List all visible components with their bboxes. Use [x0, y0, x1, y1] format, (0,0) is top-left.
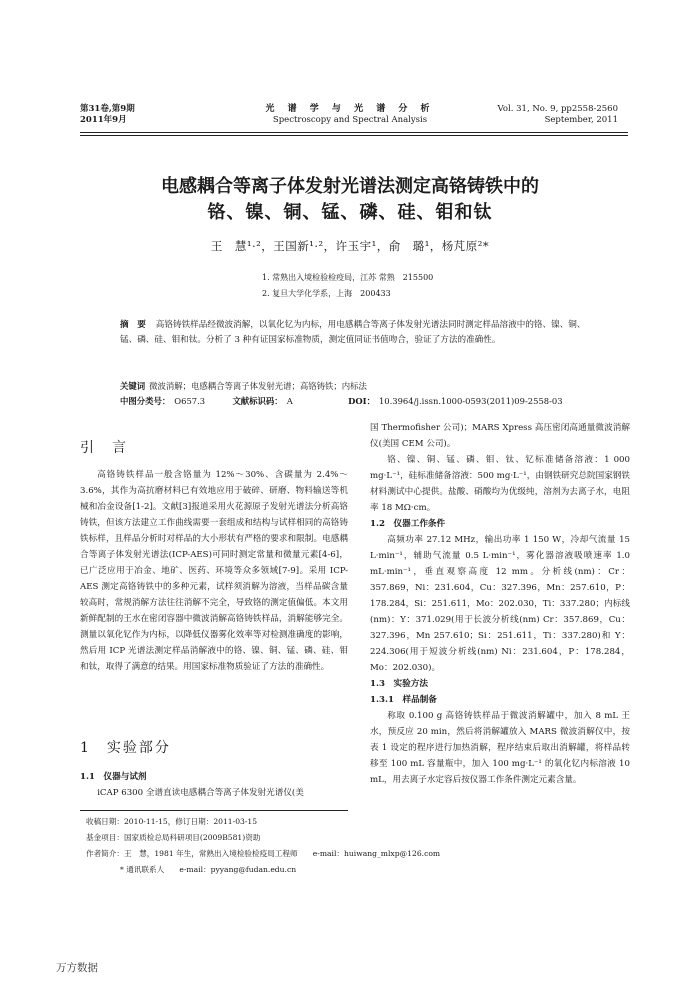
- header-vol-pages: Vol. 31, No. 9, pp2558-2560: [497, 104, 618, 114]
- affiliation-2: 2. 复旦大学化学系，上海 200433: [262, 289, 391, 298]
- clc-value: O657.3: [174, 396, 206, 406]
- doc-code-value: A: [286, 396, 293, 406]
- intro-body: [80, 467, 348, 675]
- header-rule-thin: [80, 135, 628, 136]
- classification-line: [120, 395, 620, 407]
- doi-value: 10.3964/j.issn.1000-0593(2011)09-2558-03: [378, 396, 563, 406]
- intro-heading: 引 言: [80, 440, 128, 456]
- instrument-text: iCAP 6300 全谱直读电感耦合等离子体发射光谱仪(美: [97, 788, 304, 798]
- footnote-correspondence: * 通讯联系人 e-mail：pyyang@fudan.edu.cn: [120, 865, 297, 874]
- footnote-author: 作者简介：王 慧，1981 年生，常熟出入境检验检疫局工程师 e-mail：huiwang_mlxp@126.com: [86, 849, 441, 858]
- keywords-label: 关键词: [120, 381, 146, 391]
- header-citation: [498, 104, 618, 126]
- footnote-rule: [80, 810, 348, 811]
- subsection-1-3-1-heading: 1.3.1 样品制备: [370, 695, 437, 705]
- subsection-1-3-heading: 1.3 实验方法: [370, 679, 428, 689]
- header-rule: [80, 132, 628, 133]
- intro-paragraph: 高铬铸铁样品一般含铬量为 12%～30%、含碳量为 2.4%～3.6%，其作为高抗磨材料已有效地应用于破碎、研磨、物料输送等机械和冶金设备[1-2]。文献[3]报道采用火花源原子发射光谱法分析高铬铸铁，但该方法建立工作曲线需要一套组成和结构与试样相同的高铬铸铁标样，且样品分析时对样品的大小形状有严格的要求和限制。电感耦合等离子体发射光谱法(ICP-AES)可同时测定常量和微量元素[4-6]，已广泛应用于冶金、地矿、医药、环境等众多领域[7-9]。采用 ICP-AES 测定高铬铸铁中的多种元素，试样须消解为溶液，当样品碳含量较高时，常规消解方法往往消解不完全，导致铬的测定值偏低。本文用新鲜配制的王水在密闭容器中微波消解高铬铸铁样品，消解能够完全。测量以氧化钇作为内标，以降低仪器雾化效率等对检测准确度的影响，然后用 ICP 光谱法测定样品消解液中的铬、镍、铜、锰、磷、硅、钼和钛，取得了满意的结果。用国家标准物质验证了方法的准确性。: [80, 470, 348, 672]
- paper-title-line2: 铬、镍、铜、锰、磷、硅、钼和钛: [207, 202, 493, 223]
- keywords: [120, 380, 620, 392]
- abstract-label: 摘 要: [120, 320, 146, 330]
- keywords-text: 微波消解；电感耦合等离子体发射光谱；高铬铸铁；内标法: [149, 381, 367, 391]
- abstract: [120, 318, 590, 348]
- doi-label: DOI：: [348, 396, 375, 406]
- doc-code-label: 文献标识码：: [232, 396, 283, 406]
- section-1-heading: 1 实验部分: [80, 740, 171, 756]
- reagents-paragraph: 铬、镍、铜、锰、磷、钼、钛、钇标准储备溶液：1 000 mg·L⁻¹，硅标准储备溶液：500 mg·L⁻¹，由钢铁研究总院国家钢铁材料测试中心提供。盐酸、硝酸均为优级纯，溶剂为去离子水，电阻率 18 MΩ·cm。: [370, 455, 630, 513]
- clc-label: 中图分类号：: [120, 396, 171, 406]
- footnote-fund: 基金项目：国家质检总局科研项目(2009B581)资助: [86, 833, 261, 842]
- subsection-1-1-body: [80, 785, 348, 801]
- footnote-received: 收稿日期：2010-11-15，修订日期：2011-03-15: [86, 817, 258, 826]
- subsection-1-1-heading: 1.1 仪器与试剂: [80, 772, 147, 782]
- header-date: 2011年9月: [80, 115, 127, 125]
- journal-name-en: Spectroscopy and Spectral Analysis: [272, 115, 428, 125]
- abstract-text: 高铬铸铁样品经微波消解，以氧化钇为内标，用电感耦合等离子体发射光谱法同时测定样品溶液中的铬、镍、铜、锰、磷、硅、钼和钛。分析了 3 种有证国家标准物质，测定值同证书值吻合，验证了方法的准确性。: [120, 320, 586, 345]
- conditions-paragraph: 高频功率 27.12 MHz，输出功率 1 150 W，冷却气流量 15 L·min⁻¹，辅助气流量 0.5 L·min⁻¹，雾化器溶液吸喷速率 1.0 mL·min⁻¹，垂直观察高度 12 mm。分析线(nm)：Cr：357.869，Ni：231.604，Cu：327.396，Mn：257.610，P：178.284，Si：251.611，Mo：202.030，Ti：337.280；内标线(nm)：Y：371.029(用于长波分析线(nm) Cr：357.869，Cu：327.396，Mn 257.610；Si：251.611，Ti：337.280)和 Y：224.306(用于短波分析线(nm) Ni：231.604，P：178.284，Mo：202.030)。: [370, 535, 630, 673]
- paper-title-line1: 电感耦合等离子体发射光谱法测定高铬铸铁中的: [161, 176, 539, 197]
- sample-prep-paragraph: 称取 0.100 g 高铬铸铁样品于微波消解罐中，加入 8 mL 王水，预反应 20 min，然后将消解罐放入 MARS 微波消解仪中，按表 1 设定的程序进行加热消解，程序结束后取出消解罐，将样品转移至 100 mL 容量瓶中，加入 100 mg·L⁻¹ 的氧化钇内标溶液 10 mL，用去离子水定容后按仪器工作条件测定元素含量。: [370, 711, 630, 785]
- affiliation-1: 1. 常熟出入境检验检疫局，江苏 常熟 215500: [262, 273, 434, 282]
- header-volume: 第31卷,第9期: [80, 104, 135, 114]
- journal-name-cn: 光 谱 学 与 光 谱 分 析: [265, 104, 435, 114]
- author-list: 王 慧¹·²，王国新¹·²，许玉宇¹，俞 璐¹，杨芃原²*: [210, 239, 490, 253]
- source-watermark: 万方数据: [56, 962, 98, 974]
- right-column: [370, 420, 630, 788]
- subsection-1-2-heading: 1.2 仪器工作条件: [370, 519, 446, 529]
- instrument-continued: 国 Thermofisher 公司)；MARS Xpress 高压密闭高通量微波消解仪(美国 CEM 公司)。: [370, 423, 630, 449]
- header-month-year: September, 2011: [544, 115, 618, 125]
